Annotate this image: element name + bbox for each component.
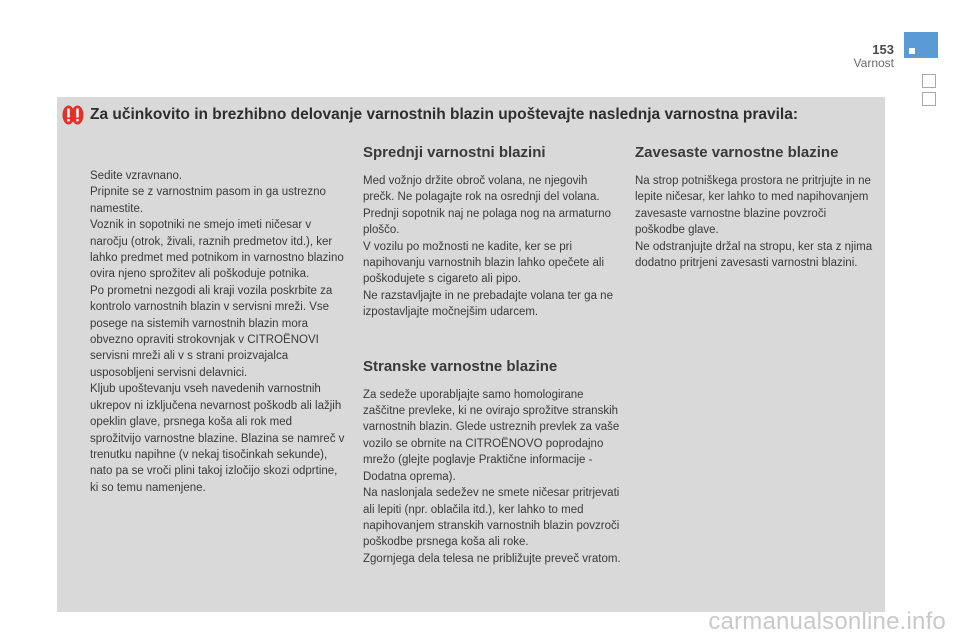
curtain-airbags-heading: Zavesaste varnostne blazine — [635, 144, 839, 161]
paragraph: Prednji sopotnik naj ne polaga nog na armaturno ploščo. — [363, 207, 612, 237]
chapter-tab-active[interactable] — [904, 32, 938, 58]
panel-title: Za učinkovito in brezhibno delovanje varnostnih blazin upoštevajte naslednja varnostna pravila: — [90, 106, 798, 123]
paragraph: Za sedeže uporabljajte samo homologirane zaščitne prevleke, ki ne ovirajo sprožitve stranskih varnostnih blazin. Glede ustreznih prevlek za vaše vozilo se obrnite na CITROËNOVO poprodajno mrežo (glejte poglavje Praktične informacije - Dodatna oprema). — [363, 388, 620, 483]
section-name: Varnost — [853, 56, 894, 70]
chapter-tab-2[interactable] — [922, 74, 936, 88]
paragraph: Zgornjega dela telesa ne približujte preveč vratom. — [363, 552, 621, 565]
page-number: 153 — [872, 42, 894, 57]
front-airbags-heading: Sprednji varnostni blazini — [363, 144, 546, 161]
warning-exclamation-icon — [62, 105, 84, 125]
tab-marker-icon — [909, 48, 915, 54]
paragraph: Kljub upoštevanju vseh navedenih varnostnih ukrepov ni izključena nevarnost poškodb ali lažjih opeklin glave, prsnega koša ali rok med sprožitvijo varnostne blazine. Blazina se namreč v trenutku napihne (v nekaj tisočinkah sekunde), nato pa se vroči plini takoj izločijo skozi odprtine, ki so temu namenjene. — [90, 383, 345, 494]
paragraph: Po prometni nezgodi ali kraji vozila poskrbite za kontrolo varnostnih blazin v servisni mreži. Vse posege na sistemih varnostnih blazin mora obvezno opraviti strokovnjak v CITROËNOVI servisni mreži ali v s strani proizvajalca usposobljeni servisni delavnici. — [90, 284, 333, 379]
general-rules-column — [90, 168, 345, 496]
front-side-column — [363, 143, 621, 567]
paragraph: Na strop potniškega prostora ne pritrjujte in ne lepite ničesar, ker lahko to med napihovanjem zavesaste varnostne blazine povzroči poškodbe glave. — [635, 175, 871, 237]
paragraph: Med vožnjo držite obroč volana, ne njegovih prečk. Ne polagajte rok na osrednji del volana. — [363, 175, 600, 204]
paragraph: Ne odstranjujte držal na stropu, ker sta z njima dodatno pritrjeni zavesasti varnostni blazini. — [635, 240, 873, 270]
paragraph: Na naslonjala sedežev ne smete ničesar pritrjevati ali lepiti (npr. oblačila itd.), ker lahko to med napihovanjem stranskih varnostnih blazin povzroči poškodbe prsnega koša ali roke. — [363, 487, 620, 549]
paragraph: V vozilu po možnosti ne kadite, ker se pri napihovanju varnostnih blazin lahko opečete ali poškodujete s cigareto ali pipo. — [363, 240, 605, 286]
chapter-tab-3[interactable] — [922, 92, 936, 106]
paragraph: Pripnite se z varnostnim pasom in ga ustrezno namestite. — [90, 186, 326, 215]
safety-panel — [57, 97, 885, 612]
watermark: carmanualsonline.info — [708, 608, 946, 635]
paragraph: Sedite vzravnano. — [90, 170, 183, 182]
curtain-column — [635, 143, 875, 271]
side-airbags-heading: Stranske varnostne blazine — [363, 357, 558, 375]
paragraph: Ne razstavljajte in ne prebadajte volana ter ga ne izpostavljajte močnejšim udarcem. — [363, 289, 613, 319]
paragraph: Voznik in sopotniki ne smejo imeti ničesar v naročju (otrok, živali, raznih predmetov itd.), ker lahko predmet med potnikom in varnostno blazino ovira njeno sprožitev ali poškoduje potnika. — [90, 219, 344, 281]
